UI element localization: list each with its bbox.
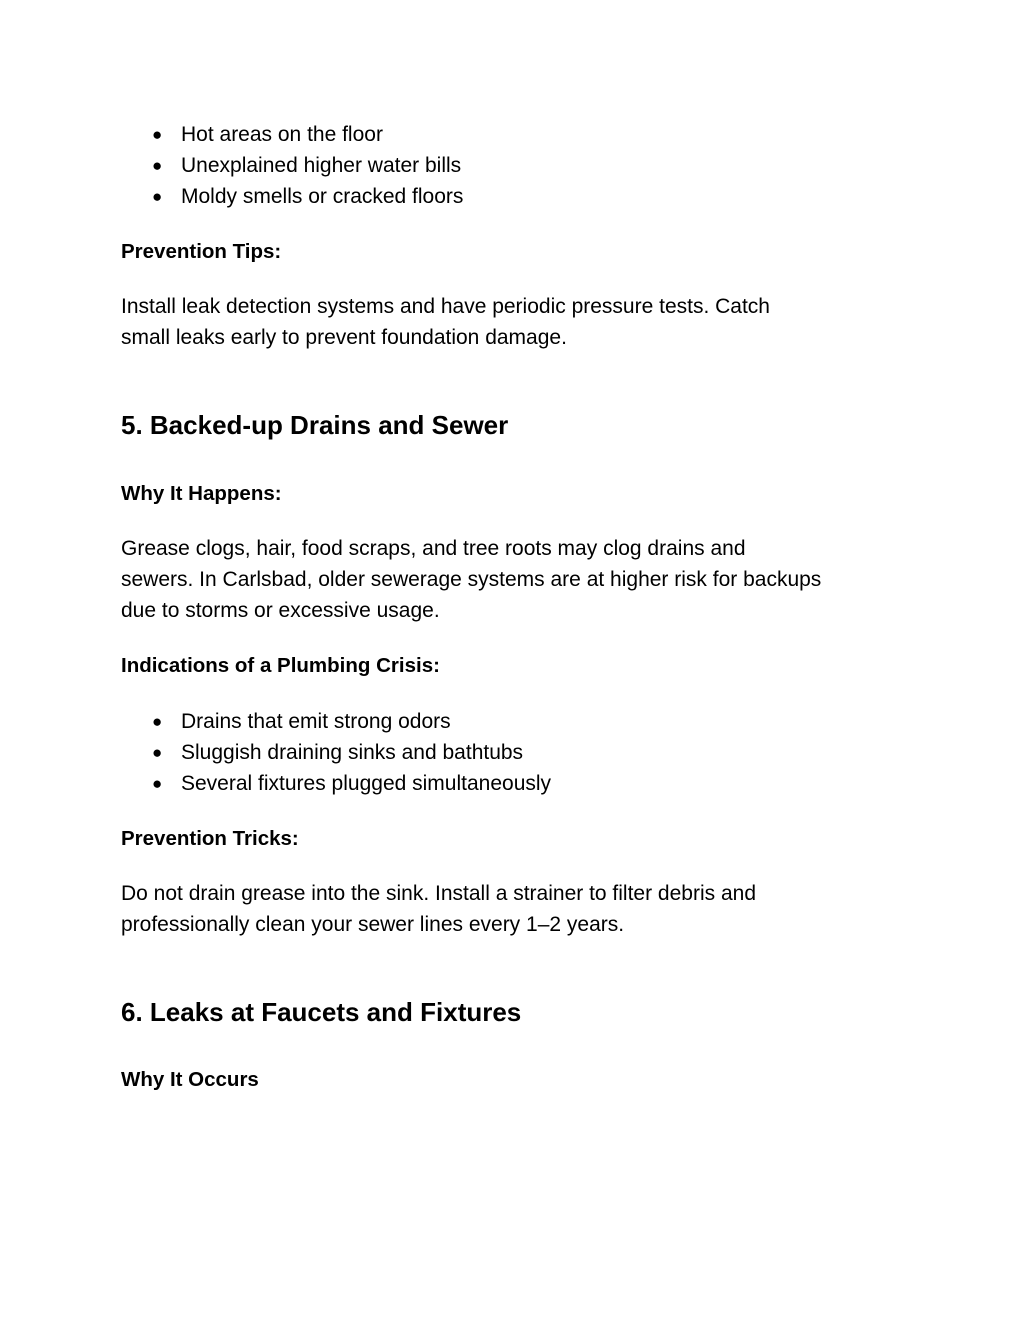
indications-label: Indications of a Plumbing Crisis: <box>121 654 440 677</box>
bullet-icon: ● <box>152 712 163 731</box>
list-item: ● Sluggish draining sinks and bathtubs <box>121 737 551 768</box>
section-heading: 6. Leaks at Faucets and Fixtures <box>121 997 522 1027</box>
indications-list <box>121 706 551 799</box>
bullet-icon: ● <box>152 187 163 206</box>
prevention-tricks-paragraph: Do not drain grease into the sink. Install a strainer to filter debris and professionally clean your sewer lines every 1–2 years. <box>121 882 757 936</box>
bullet-icon: ● <box>152 743 163 762</box>
signs-list <box>121 119 463 212</box>
why-it-happens-label: Why It Happens: <box>121 482 282 505</box>
why-it-occurs-label: Why It Occurs <box>121 1068 259 1091</box>
prevention-tricks-label: Prevention Tricks: <box>121 827 299 850</box>
bullet-icon: ● <box>152 156 163 175</box>
bullet-icon: ● <box>152 774 163 793</box>
why-it-happens-paragraph: Grease clogs, hair, food scraps, and tree roots may clog drains and sewers. In Carlsbad, older sewerage systems are at higher risk for backups due to storms or excessive usage. <box>121 537 822 622</box>
prevention-tips-paragraph: Install leak detection systems and have periodic pressure tests. Catch small leaks early to prevent foundation damage. <box>121 295 770 349</box>
list-item: ● Unexplained higher water bills <box>121 150 463 181</box>
prevention-tips-label: Prevention Tips: <box>121 240 282 263</box>
list-item: ● Drains that emit strong odors <box>121 706 551 737</box>
list-item: ● Several fixtures plugged simultaneously <box>121 768 551 799</box>
list-item: ● Hot areas on the floor <box>121 119 463 150</box>
bullet-icon: ● <box>152 125 163 144</box>
section-heading: 5. Backed-up Drains and Sewer <box>121 410 509 440</box>
list-item: ● Moldy smells or cracked floors <box>121 181 463 212</box>
